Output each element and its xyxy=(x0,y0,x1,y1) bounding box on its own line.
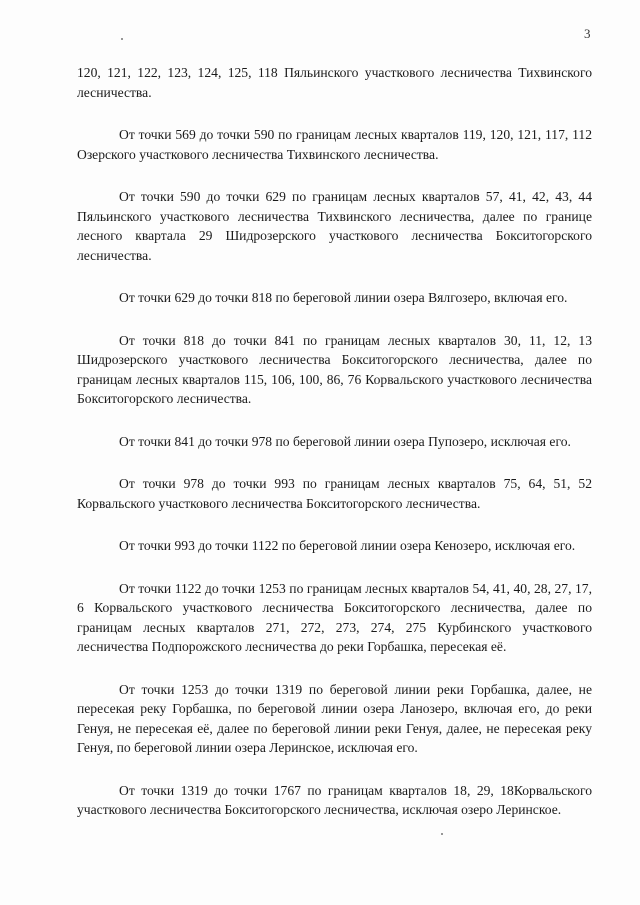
paragraph: От точки 1122 до точки 1253 по границам лесных кварталов 54, 41, 40, 28, 27, 17, 6 Корвальского участкового лесничества Бокситогорского лесничества, далее по границам лесных кварталов 271, 272, 273, 274, 275 Курбинского участкового лесничества Подпорожского лесничества до реки Горбашка, пересекая её. xyxy=(77,580,592,654)
paragraph: От точки 1253 до точки 1319 по береговой линии реки Горбашка, далее, не пересекая реку Горбашка, по береговой линии озера Ланозеро, включая его, до реки Генуя, не пересекая её, далее по береговой линии реки Генуя, далее, не пересекая реку Генуя, по береговой линии озера Леринское, исключая его. xyxy=(77,681,592,755)
paragraph: От точки 818 до точки 841 по границам лесных кварталов 30, 11, 12, 13 Шидрозерского участкового лесничества Бокситогорского лесничества, далее по границам лесных кварталов 115, 106, 100, 86, 76 Корвальского участкового лесничества Бокситогорского лесничества. xyxy=(77,332,592,406)
scan-speck xyxy=(121,38,123,40)
document-body xyxy=(77,63,592,843)
paragraph: От точки 978 до точки 993 по границам лесных кварталов 75, 64, 51, 52 Корвальского участкового лесничества Бокситогорского лесничества. xyxy=(77,476,592,511)
paragraph: От точки 1319 до точки 1767 по границам кварталов 18, 29, 18Корвальского участкового лесничества Бокситогорского лесничества, исключая озеро Леринское. xyxy=(77,782,592,817)
paragraph: От точки 629 до точки 818 по береговой линии озера Вялгозеро, включая его. xyxy=(119,290,568,305)
paragraph: 120, 121, 122, 123, 124, 125, 118 Пяльинского участкового лесничества Тихвинского лесничества. xyxy=(77,65,592,100)
paragraph: От точки 590 до точки 629 по границам лесных кварталов 57, 41, 42, 43, 44 Пяльинского участкового лесничества Тихвинского лесничества, далее по границе лесного квартала 29 Шидрозерского участкового лесничества Бокситогорского лесничества. xyxy=(77,189,592,263)
paragraph: От точки 569 до точки 590 по границам лесных кварталов 119, 120, 121, 117, 112 Озерского участкового лесничества Тихвинского лесничества. xyxy=(77,127,592,162)
page-number: 3 xyxy=(584,26,591,41)
paragraph: От точки 993 до точки 1122 по береговой линии озера Кенозеро, исключая его. xyxy=(119,538,576,553)
paragraph: От точки 841 до точки 978 по береговой линии озера Пупозеро, исключая его. xyxy=(119,433,571,449)
